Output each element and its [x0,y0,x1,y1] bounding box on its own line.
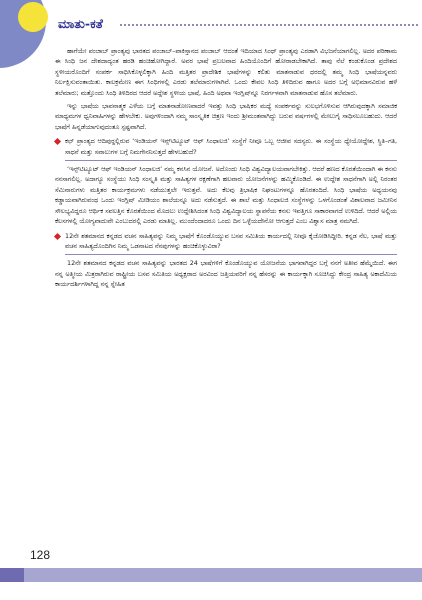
section-title: ಮಾತು-ಕತೆ [58,16,103,31]
decorative-yellow-circle [18,2,48,32]
answer-paragraph: 12ನೇ ಶತಮಾನದ ಕನ್ನಡದ ವಚನ ಸಾಹಿತ್ಯವನ್ನು ಭಾರತದ 24 ಭಾಷೆಗಳಿಗೆ ಕೊಂಡೊಯ್ಯುವ ಯೋಜನೆಯ ಭಾಗವಾಗಿದ್ದರ ಬಗ್ಗೆ ನನಗೆ ಅತೀವ ಹೆಮ್ಮೆಯಿದೆ. ಈಗ ನನ್ನ ಅತ್ಮೀಯ ಮಿತ್ರರಾಗಿರುವ ರಾಷ್ಟ್ರೀಯ ಬಸವ ಸಮಿತಿಯ ಅಧ್ಯಕ್ಷರಾದ ಅರವಿಂದ ಜತ್ತಿಯವರಿಗೆ ನನ್ನ ಹೆಸರನ್ನು ಈ ಕಾರ್ಯಕ್ಕಾಗಿ ಸೂಚಿಸಿದ್ದು ಕೇಂದ್ರ ಸಾಹಿತ್ಯ ಅಕಾದೆಮಿಯ ಕಾರ್ಯದರ್ಶಿಗಳಾಗಿದ್ದ ನನ್ನ ಸ್ನೇಹಿತ [55,259,397,289]
title-dotted-rule [120,24,418,26]
interview-question [55,136,397,157]
divider [65,160,397,161]
question-text: 12ನೇ ಶತಮಾನದ ಕನ್ನಡದ ವಚನ ಸಾಹಿತ್ಯವನ್ನು ನಿಮ್ಮ ಭಾಷೆಗೆ ಕೊಂಡೊಯ್ಯುವ ಬಸವ ಸಮಿತಿಯ ಕಾರ್ಯದಲ್ಲಿ ನೀವೂ ಕೈಜೋಡಿಸಿದ್ದೀರಿ. ಕನ್ನಡ ನೆಲ, ಭಾಷೆ ಮತ್ತು ವಚನ ಸಾಹಿತ್ಯದೊಂದಿಗಿನ ನಿಮ್ಮ ಒಡನಾಟದ ನೆನಪುಗಳನ್ನು ಹಂಚಿಕೊಳ್ಳುವಿರಾ? [65,231,397,250]
interview-question [55,231,397,252]
question-text: ಕಛ್ ಪ್ರಾಂತ್ಯದ ಆದಿಪುರ್‍ದಲ್ಲಿರುವ ‘ಇಂಡಿಯನ್ ಇನ್ಸ್‌ಟಿಟ್ಯೂಟ್ ಆಫ್ ಸಿಂಧಾಲಜಿ’ ಸಂಸ್ಥೆಗೆ ನೀವೂ ಒಬ್ಬ ಆಜೀವ ಸದಸ್ಯರು. ಈ ಸಂಸ್ಥೆಯ ಧ್ಯೇಯೋದ್ದೇಶ, ಸ್ಥಿತಿ–ಗತಿ, ಸಾಧನೆ ಮತ್ತು ಸವಾಲುಗಳ ಬಗ್ಗೆ ನಿಮಗೇನನಿಸುತ್ತದೆ ಹೇಳಬಹುದೆ? [65,137,397,156]
paragraph: ಹಾಗೆಯೇ ಪಂಜಾಬ್ ಪ್ರಾಂತ್ಯವು ಭಾರತದ ಪಂಜಾಬ್–ಪಾಕಿಸ್ತಾನದ ಪಂಜಾಬ್ ಆದಂತೆ ಇದಿಯಾದ ಸಿಂಧ್ ಪ್ರಾಂತ್ಯವು ಎರಡಾಗಿ ವಿಭಜನೆಯಾಗಲಿಲ್ಲ. ಅದರ ಪರಿಣಾಮ ಈ ಸಿಂಧಿ ಜನ ದೇಶದಾದ್ಯಂತ ಹರಡಿ ಹಂಚಿಹೋಗಿದ್ದಾರೆ. ಅವರ ಭಾಷೆ ಪ್ರಬಲವಾದ ಹಿಂದಿಯೊಂದಿಗೆ ಹೋರಾಡಬೇಕಾಗಿದೆ. ತಾವು ನೆಲೆ ಕಂಡುಕೊಂಡ ಪ್ರದೇಶದ ಸ್ಥಳೀಯರೊಂದಿಗೆ ಸಂಪರ್ಕ ಸಾಧಿಸಿಕೊಳ್ಳಲಿಕ್ಕಾಗಿ ಹಿಂದಿ ಮತ್ತಿತರ ಪ್ರಾದೇಶಿಕ ಭಾಷೆಗಳನ್ನು ಕಲಿತು ಮಾತನಾಡುವ ಧರದಲ್ಲಿ ತಮ್ಮ ಸಿಂಧಿ ಭಾಷೆಯನ್ನವರು ನಿರ್ಲಕ್ಷಿಸುವಂತಾಯಿತು. ಕಾಲಕ್ರಮೇಣ ಈಗ ಸಿಂಧಿಗಳಲ್ಲಿ ಎರಡು ತಲೆಮಾರುಗಳಾಗಿವೆ. ಒಂದು ಕೇವಲ ಸಿಂಧಿ ತಿಳಿದಿರುವ ಹಾಗೂ ಅದರ ಬಗ್ಗೆ ಅಭಿಮಾನವಿರುವ ಹಳೆ ತಲೆಮಾರು; ಮತ್ತೊಂದು ಸಿಂಧಿ ತಿಳಿದಿರದ ಆದರೆ ಅದ್ದೇಶ ಸ್ಥಳೀಯ ಭಾಷೆ, ಹಿಂದಿ ಅಥವಾ ಇಂಗ್ಲಿಷ್‍ನ್ನೂ ನಿರರ್ಗಳವಾಗಿ ಮಾತನಾಡುವ ಹೊಸ ತಲೆಮಾರು. [55,47,397,97]
footer-bar-accent [0,568,24,582]
footer-bar [0,568,422,582]
divider [65,254,397,255]
answer-paragraph: ‘ಇನ್ಸ್‌ಟಿಟ್ಯೂಟ್ ಆಫ್ ಇಂಡಿಯನ್ ಸಿಂಧಾಲಜಿ’ ನಮ್ಮ ಕನಸಿನ ಯೋಜನೆ. ಅದೊಂದು ಸಿಂಧಿ ವಿಶ್ವವಿದ್ಯಾಲಯವಾಗಬೇಕಿತ್ತು. ಆದರೆ ಹಣದ ಕೊರತೆಯಿಂದಾಗಿ ಈ ಕನಸು ನನಸಾಗಲಿಲ್ಲ. ಅದಾಗ್ಯೂ ಸಂಸ್ಥೆಯು ಸಿಂಧಿ ಸಂಸ್ಕೃತಿ ಮತ್ತು ಸಾಹಿತ್ಯಗಳ ರಕ್ಷಣೆಗಾಗಿ ಹಲವಾರು ಯೋಜನೆಗಳನ್ನು ಹಮ್ಮಿಕೊಂಡಿದೆ. ಈ ಉದ್ದೇಶ ಸಾಧನೆಗಾಗಿ ಅಲ್ಲಿ ನಿರಂತರ ಸೆಮಿನಾರುಗಳು ಮತ್ತಿತರ ಕಾರ್ಯಕ್ರಮಗಳು ನಡೆಯುತ್ತಲೇ ಇರುತ್ತವೆ. ಅದು ಕೆಲವು ತ್ರಿಭಾಷಿಕ ನಿಘಂಟುಗಳನ್ನೂ ಹೊರತಂದಿದೆ. ಸಿಂಧಿ ಭಾಷೆಯ ಅಧ್ಯಯನವು ಕಡ್ಡಾಯವಾಗಿರುವಂಥ ಒಂದು ಇಂಗ್ಲಿಷ್ ಮೀಡಿಯಂ ಶಾಲೆಯನ್ನೂ ಅದು ನಡೆಸುತ್ತದೆ. ಈ ಶಾಲೆ ಮತ್ತು ಸಿಂಧಾಲಜಿ ಸಂಸ್ಥೆಗಳನ್ನು ಒಳಗೊಂಡಂತೆ ವಿಶಾಲವಾದ ಜಮೀನಿನ ಸೌಲಭ್ಯವಿದ್ದರೂ ಆರ್ಥಿಕ ಸವಲತ್ತಿನ ಕೊರತೆಯಿಂದ ಮೊದಲು ಉದ್ದೇಶಿಸಿದಂತ ಸಿಂಧಿ ವಿಶ್ವವಿದ್ಯಾಲಯ ಸ್ಥಾಪನೆಯ ಕನಸು ಇವತ್ತಿಗೂ ಸಾಕಾರವಾಗದೆ ಉಳಿದಿದೆ. ಆದರೆ ಅಲ್ಲಿಯ ಕೆಲಸಗಳಲ್ಲಿ ಯೋಗ್ಯವಾದುವೇ ಎಂಬುದರಲ್ಲಿ ಎರಡು ಮಾತಿಲ್ಲ. ಮುಂದೆಂದಾದರೂ ಒಂದು ದಿನ ಒಳ್ಳೆಯದೇನೋ ಆಗುತ್ತದೆ ಎಂಬ ವಿಶ್ವಾಸ ಮಾತ್ರ ನಮಗಿದೆ. [55,165,397,226]
diamond-bullet-icon [54,138,61,145]
article-body [55,46,397,293]
paragraph: ಇನ್ನು ಭಾಷೆಯ ಭಾವನಾತ್ಮಕ ಎಳೆಯ ಬಗ್ಗೆ ಮಾತನಾಡೋಣವಾದರೆ ಇವತ್ತು ಸಿಂಧಿ ಭಾಷಿಕರ ಮಧ್ಯೆ ಸಂಪರ್ಕವನ್ನು ಸುಲಭಗೊಳಿಸುವ ಆಗಿರುವುದಕ್ಕಾಗಿ ಸಮಾಜಿಕ ಮಾಧ್ಯಮಗಳ ಧ್ವನಿವಾಹಿಗಳನ್ನು ಹೇಳಬೇಕು. ಅವುಗಳಿಂದಾಗಿ ನಮ್ಮ ಸಾಂಸ್ಕೃತಿಕ ಚಿತ್ರಣ ಇಂದು ಶ್ರೀಮಂತವಾಗಿದ್ದು ಬರುವ ವರ್ಷಗಳಲ್ಲಿ ಮೇಲುಗೈ ಸಾಧಿಸಲೂಬಹುದು. ಆದರೆ ಭಾಷೆಗೆ ಹಿನ್ನಡೆಯಾಗುವುದಂತೂ ಸ್ಪಷ್ಟವಾಗಿದೆ. [55,102,397,131]
page-number: 128 [30,548,51,562]
diamond-bullet-icon [54,232,61,239]
